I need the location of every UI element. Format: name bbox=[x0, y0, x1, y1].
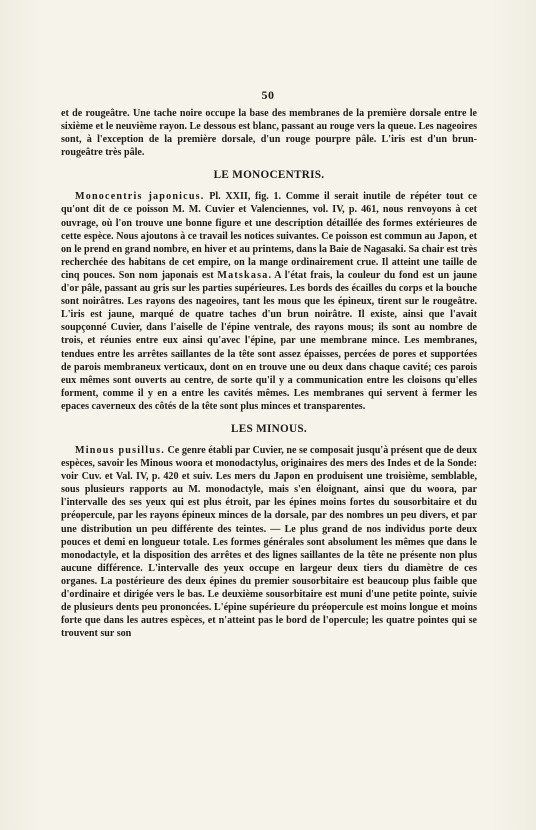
monocentris-text-part2: . A l'état frais, la couleur du fond est un jaune d'or pâle, passant au gris sur les parties supérieures. Les bords des écailles du corps et la bouche sont noirâtres. Les rayons des nageoires, tant les mous que les épineux, tirent sur le rougeâtre. L'iris est jaune, marqué de quatre taches d'un brun noirâtre. Il existe, ainsi que l'avait soupçonné Cuvier, dans l'aiselle de l'épine ventrale, des rayons mous; ils sont au nombre de trois, et réunies entre eux ainsi qu'avec l'épine, par une membrane mince. Les membranes, tendues entre les arrêtes saillantes de la tête sont assez épaisses, percées de pores et supportées de parois membraneux verticaux, dont on en trouve une ou deux dans chaque cavité; ces parois eux mêmes sont ouverts au centre, de sorte qu'il y a communication entre les cloisons qu'elles forment, comme il y en a entre les cavités mêmes. Les membranes qui servent à fermer les epaces caverneux des côtés de la tête sont plus minces et transparentes. bbox=[61, 269, 477, 412]
section-title-minous: LES MINOUS. bbox=[230, 422, 308, 435]
page-number: 50 bbox=[261, 88, 275, 102]
monocentris-paragraph bbox=[61, 190, 477, 413]
section-title-monocentris: LE MONOCENTRIS. bbox=[213, 169, 325, 182]
monocentris-text-part1: Pl. XXII, fig. 1. Comme il serait inutile de répéter tout ce qu'ont dit de ce poisson M. M. Cuvier et Valenciennes, vol. IV, p. 461, nous renvoyons à cet ouvrage, où l'on trouve une bonne figure et une description détaillée des formes extérieures de cette espèce. Nous ajoutons à ce travail les notices suivantes. Ce poisson est commun au Japon, et on le prend en grand nombre, en hiver et au printems, dans la Baie de Nagasaki. Sa chair est très recherchée des habitans de cet empire, on la mange ordinairement crue. Il atteint une taille de cinq pouces. Son nom japonais est bbox=[61, 191, 477, 281]
document-body bbox=[61, 107, 477, 640]
minous-paragraph bbox=[61, 444, 477, 640]
japanese-name-matskasa: Matskasa bbox=[217, 269, 269, 281]
species-name-monocentris: Monocentris japonicus. bbox=[75, 191, 205, 203]
intro-paragraph: et de rougeâtre. Une tache noire occupe la base des membranes de la première dorsale entre le sixième et le neuvième rayon. Le dessous est blanc, passant au rouge vers la queue. Les nageoires sont, à l'exception de la première dorsale, d'un rouge pourpre pâle. L'iris est d'un brun-rougeâtre très pâle. bbox=[61, 108, 477, 159]
species-name-minous: Minous pusillus. bbox=[75, 444, 165, 456]
minous-text: Ce genre établi par Cuvier, ne se composait jusqu'à présent que de deux espèces, savoir les Minous woora et monodactylus, originaires des mers des Indes et de la Sonde: voir Cuv. et Val. IV, p. 420 et suiv. Les mers du Japon en produisent une troisième, semblable, sous plusieurs rapports au M. monodactyle, mais s'en éloignant, ainsi que du woora, par l'intervalle des ses yeux qui est plus étroit, par les épines moins fortes du sousorbitaire et du préopercule, par les rayons épineux minces de la dorsale, par des nombres un peu divers, et par une distribution un peu différente des teintes. — Le plus grand de nos individus porte deux pouces et demi en longueur totale. Les formes générales sont absolument les mêmes que dans le monodactyle, et la disposition des arrêtes et des lignes saillantes de la tête ne présente non plus aucune différence. L'intervalle des yeux occupe en largeur deux tiers du diamètre de ces organes. La postérieure des deux épines du premier sousorbitaire est beaucoup plus faible que d'ordinaire et dirigée vers le bas. Le deuxième sousorbitaire est muni d'une petite pointe, suivie de plusieurs dents peu prononcées. L'épine supérieure du préopercule est moins longue et moins forte que dans les autres espèces, et n'atteint pas le bord de l'opercule; les quatre pointes qui se trouvent sur son bbox=[61, 444, 477, 640]
